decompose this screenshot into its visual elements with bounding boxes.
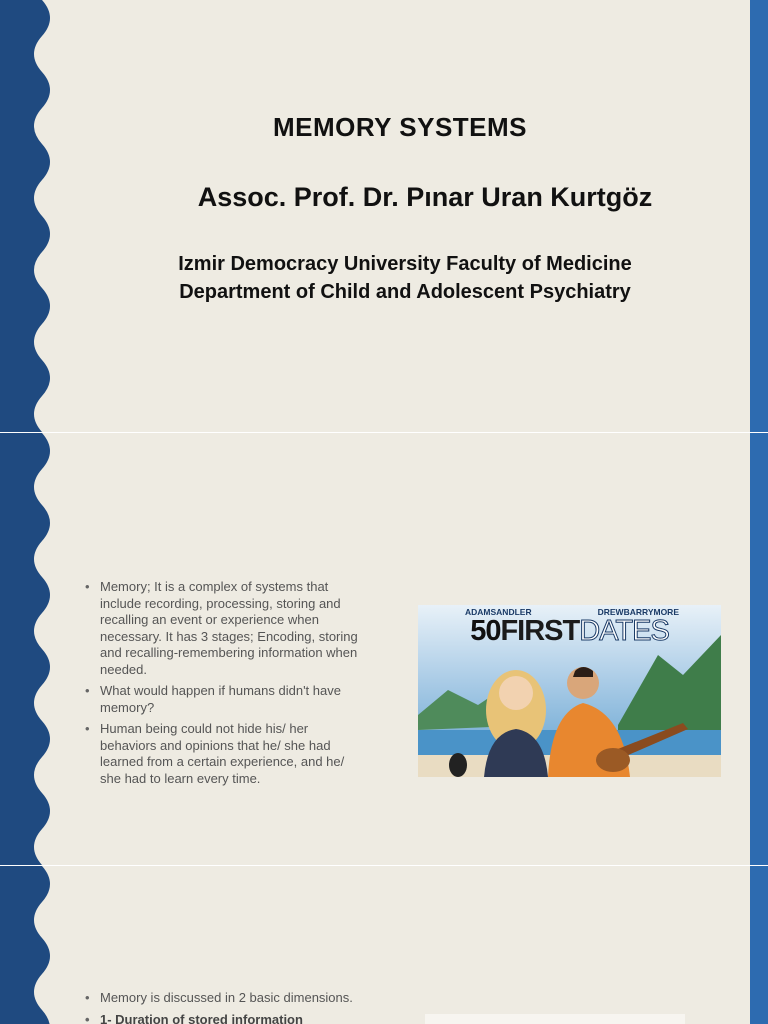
bullet-item: • Memory is discussed in 2 basic dimensions. bbox=[85, 990, 385, 1007]
movie-poster-image bbox=[418, 605, 721, 777]
institution-line-1: Izmir Democracy University Faculty of Medicine bbox=[178, 253, 632, 275]
slide-memory-definition bbox=[0, 433, 768, 865]
slide-title-heading: MEMORY SYSTEMS bbox=[272, 112, 528, 142]
bullet-item: • Human being could not hide his/ her behaviors and opinions that he/ she had learned from a certain experience, and he/ she had to learn every time. bbox=[85, 721, 365, 787]
poster-title-first: FIRST bbox=[500, 615, 580, 647]
wave-border-left bbox=[0, 433, 60, 865]
right-accent-bar bbox=[750, 866, 768, 1024]
wave-border-left bbox=[0, 866, 60, 1024]
bullet-list bbox=[85, 579, 365, 792]
right-accent-bar bbox=[750, 433, 768, 865]
actor-right-last: BARRYMORE bbox=[623, 607, 679, 617]
bullet-item: • 1- Duration of stored information bbox=[85, 1012, 385, 1024]
slide-memory-dimensions bbox=[0, 866, 768, 1024]
slide-title bbox=[0, 0, 768, 432]
bullet-item: • Memory; It is a complex of systems that include recording, processing, storing and recalling an event or experience when necessary. It has 3 stages; Encoding, storing and recalling-remembering information when needed. bbox=[85, 579, 365, 678]
actor-left-first: ADAM bbox=[465, 607, 491, 617]
poster-title-number: 50 bbox=[470, 615, 501, 647]
author-name: Assoc. Prof. Dr. Pınar Uran Kurtgöz bbox=[197, 182, 653, 212]
bullet-list bbox=[85, 990, 385, 1024]
actor-right-first: DREW bbox=[597, 607, 624, 617]
actor-left-last: SANDLER bbox=[490, 607, 532, 617]
wave-border-left bbox=[0, 0, 60, 432]
poster-title bbox=[418, 615, 721, 648]
institution bbox=[110, 250, 700, 306]
right-accent-bar bbox=[750, 0, 768, 432]
bullet-item: • What would happen if humans didn't have memory? bbox=[85, 683, 365, 716]
institution-line-2: Department of Child and Adolescent Psychiatry bbox=[179, 281, 631, 303]
poster-title-dates: DATES bbox=[579, 615, 669, 647]
slide-image-partial bbox=[425, 1014, 685, 1024]
